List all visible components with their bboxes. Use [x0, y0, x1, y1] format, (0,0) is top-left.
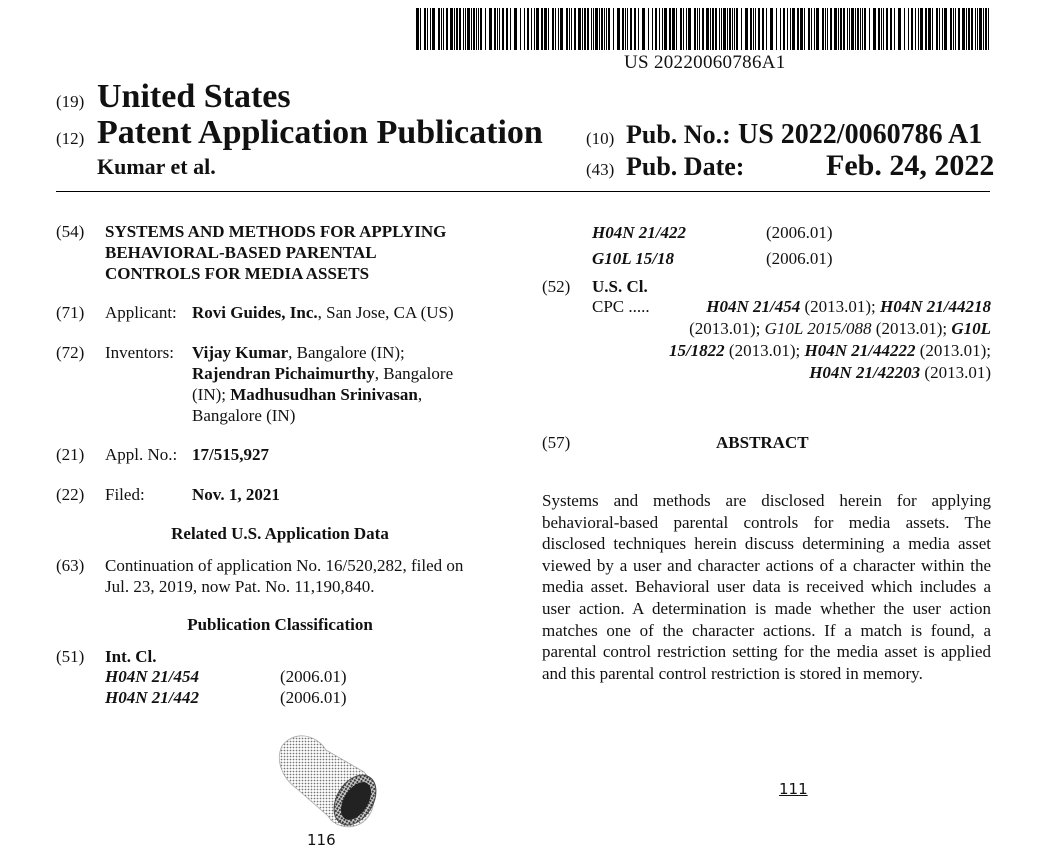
cpc-version: (2013.01);: [915, 341, 991, 360]
inventor-location: Bangalore (IN): [192, 406, 296, 425]
barcode-bar: [864, 8, 866, 50]
barcode-bar: [625, 8, 626, 50]
barcode-bar: [979, 8, 982, 50]
barcode-bar: [787, 8, 788, 50]
barcode-bar: [715, 8, 717, 50]
barcode-bar: [480, 8, 482, 50]
barcode-bar: [672, 8, 675, 50]
filed-date: Nov. 1, 2021: [192, 485, 280, 504]
barcode-bar: [622, 8, 624, 50]
cpc-code: H04N 21/42203: [809, 363, 921, 382]
barcode-bar: [721, 8, 722, 50]
barcode-bar: [548, 8, 549, 50]
barcode-bar: [465, 8, 466, 50]
barcode-bar: [638, 8, 639, 50]
barcode-bar: [584, 8, 586, 50]
title-line: CONTROLS FOR MEDIA ASSETS: [105, 264, 370, 283]
inventor-location: , Bangalore (IN);: [288, 343, 405, 362]
barcode-bar: [593, 8, 594, 50]
barcode-bar: [851, 8, 854, 50]
barcode-bar: [694, 8, 696, 50]
barcode-bar: [494, 8, 496, 50]
cpc-classification: [592, 296, 991, 384]
appl-label: Appl. No.:: [105, 445, 178, 464]
barcode-bar: [790, 8, 791, 50]
barcode-bar: [527, 8, 529, 50]
barcode-bar: [569, 8, 570, 50]
code-12: (12): [56, 129, 85, 148]
pubclass-heading: Publication Classification: [187, 615, 373, 634]
related-heading: Related U.S. Application Data: [171, 524, 389, 543]
barcode-bar: [510, 8, 511, 50]
barcode-bar: [855, 8, 856, 50]
barcode-bar: [878, 8, 880, 50]
barcode-bar: [443, 8, 444, 50]
device-illustration: [268, 728, 388, 832]
uscl-code: (52): [542, 277, 571, 296]
barcode-bar: [890, 8, 892, 50]
inventor-name: Madhusudhan Srinivasan: [230, 385, 418, 404]
barcode-bar: [514, 8, 517, 50]
intcl-entry-code: H04N 21/422: [592, 223, 686, 242]
intcl-entry-version: (2006.01): [766, 223, 833, 242]
barcode-bar: [536, 8, 539, 50]
code-10: (10): [586, 129, 615, 148]
pub-no-value: US 2022/0060786 A1: [738, 119, 983, 150]
barcode-bar: [502, 8, 504, 50]
barcode-bar: [416, 8, 419, 50]
barcode-bar: [988, 8, 989, 50]
cpc-code: H04N 21/454: [706, 297, 801, 316]
barcode-bar: [630, 8, 632, 50]
barcode-bar: [459, 8, 461, 50]
barcode-bar: [975, 8, 976, 50]
barcode-bar: [860, 8, 861, 50]
pub-no-label: Pub. No.:: [626, 120, 731, 149]
title-line: BEHAVIORAL-BASED PARENTAL: [105, 243, 377, 262]
barcode-bar: [953, 8, 954, 50]
barcode-bar: [814, 8, 815, 50]
cpc-code: H04N 21/44222: [804, 341, 916, 360]
barcode-bar: [908, 8, 909, 50]
barcode-bar: [552, 8, 554, 50]
barcode-bar: [642, 8, 645, 50]
barcode-bar: [706, 8, 709, 50]
barcode-bar: [478, 8, 479, 50]
barcode-bar: [932, 8, 933, 50]
barcode-bar: [702, 8, 704, 50]
barcode-bar: [825, 8, 826, 50]
barcode-bar: [571, 8, 572, 50]
barcode-bar: [942, 8, 943, 50]
barcode-bar: [928, 8, 931, 50]
barcode-bar: [750, 8, 752, 50]
barcode-bar: [604, 8, 605, 50]
barcode-bar: [862, 8, 863, 50]
inventor-location: (IN);: [192, 385, 231, 404]
barcode-bar: [697, 8, 698, 50]
barcode-bar: [971, 8, 973, 50]
barcode-bar: [432, 8, 435, 50]
barcode-bar: [968, 8, 970, 50]
barcode-bar: [822, 8, 824, 50]
barcode-bar: [566, 8, 568, 50]
barcode-bar: [471, 8, 472, 50]
barcode-bar: [634, 8, 636, 50]
barcode-bar: [499, 8, 500, 50]
barcode-bar: [857, 8, 859, 50]
applicant-name: Rovi Guides, Inc.: [192, 303, 318, 322]
barcode-bar: [736, 8, 738, 50]
barcode-bar: [723, 8, 726, 50]
barcode-bar: [446, 8, 448, 50]
barcode-bar: [578, 8, 581, 50]
barcode-bar: [958, 8, 960, 50]
intcl-entry-version: (2006.01): [280, 688, 347, 707]
barcode-bar: [427, 8, 428, 50]
code-43: (43): [586, 160, 615, 179]
inventor-location: , Bangalore: [374, 364, 454, 383]
barcode-bar: [950, 8, 952, 50]
inventor-name: Vijay Kumar: [192, 343, 289, 362]
barcode-bar: [454, 8, 455, 50]
barcode-bar: [450, 8, 453, 50]
inventors-list: [192, 342, 453, 426]
barcode-bar: [582, 8, 583, 50]
filed-label: Filed:: [105, 485, 145, 504]
intcl-entry-code: H04N 21/442: [105, 688, 199, 707]
barcode-bar: [438, 8, 440, 50]
applicant-label: Applicant:: [105, 303, 177, 322]
barcode-bar: [977, 8, 978, 50]
barcode-bar: [420, 8, 421, 50]
cpc-code: H04N 21/44218: [880, 297, 991, 316]
cpc-label: CPC .....: [592, 297, 650, 316]
barcode-bar: [489, 8, 492, 50]
barcode-bar: [587, 8, 589, 50]
barcode-bar: [560, 8, 563, 50]
code-19: (19): [56, 92, 85, 111]
cpc-version: (2013.01);: [800, 297, 881, 316]
barcode-bar: [804, 8, 805, 50]
barcode-bar: [762, 8, 764, 50]
barcode-bar: [898, 8, 901, 50]
intcl-entry-version: (2006.01): [766, 249, 833, 268]
barcode-bar: [599, 8, 600, 50]
intcl-entry-code: G10L 15/18: [592, 249, 675, 268]
barcode-bar: [830, 8, 832, 50]
document-type: Patent Application Publication: [97, 114, 543, 151]
barcode-bar: [710, 8, 711, 50]
cpc-version: (2013.01);: [724, 341, 805, 360]
barcode-bar: [655, 8, 657, 50]
barcode-bar: [506, 8, 508, 50]
barcode-bar: [544, 8, 547, 50]
barcode-bar: [827, 8, 828, 50]
barcode-bar: [699, 8, 700, 50]
continuation-text: [105, 555, 463, 597]
cpc-version: (2013.01);: [871, 319, 952, 338]
abstract-text: Systems and methods are disclosed herein for applying behavioral-based parental controls for media assets. The disclosed techniques herein discuss determining a media asset viewed by a user and character actions of a character within the media asset. Behavioral user data is received which includes a user action. A determination is made whether the user action matches one of the character actions. If a match is found, a parental control restriction setting for the media asset is applied and this parental control restriction is stored in memory.: [542, 491, 991, 683]
barcode-bar: [847, 8, 848, 50]
barcode-bar: [936, 8, 938, 50]
barcode-bar: [745, 8, 748, 50]
inventor-location: ,: [417, 385, 423, 404]
barcode-bar: [476, 8, 477, 50]
figure-ref-111: 111: [779, 780, 808, 798]
continuation-line: Continuation of application No. 16/520,282, filed on: [105, 556, 464, 575]
barcode-bar: [676, 8, 677, 50]
barcode-bar: [467, 8, 470, 50]
barcode-bar: [727, 8, 728, 50]
barcode-bar: [680, 8, 682, 50]
figure-ref-116: 116: [307, 831, 336, 849]
barcode-bar: [741, 8, 742, 50]
barcode: [416, 8, 990, 50]
barcode-number: US 20220060786A1: [624, 52, 786, 73]
barcode-bar: [534, 8, 535, 50]
uscl-label: U.S. Cl.: [592, 277, 648, 296]
inventor-short: Kumar et al.: [97, 154, 216, 179]
header-rule: [56, 191, 990, 192]
barcode-bar: [712, 8, 714, 50]
barcode-bar: [849, 8, 850, 50]
barcode-bar: [770, 8, 773, 50]
cpc-version: (2013.01);: [689, 319, 765, 338]
barcode-bar: [683, 8, 684, 50]
applicant-location: , San Jose, CA (US): [317, 303, 454, 322]
pub-date-value: Feb. 24, 2022: [826, 149, 995, 182]
barcode-bar: [962, 8, 965, 50]
barcode-bar: [558, 8, 559, 50]
continuation-line: Jul. 23, 2019, now Pat. No. 11,190,840.: [105, 577, 375, 596]
intcl-code: (51): [56, 647, 85, 666]
barcode-bar: [755, 8, 756, 50]
barcode-bar: [911, 8, 913, 50]
barcode-bar: [473, 8, 475, 50]
barcode-bar: [574, 8, 576, 50]
cpc-code: G10L: [951, 319, 991, 338]
applicant-code: (71): [56, 303, 85, 322]
barcode-bar: [939, 8, 940, 50]
barcode-bar: [688, 8, 691, 50]
barcode-bar: [541, 8, 543, 50]
barcode-bar: [617, 8, 620, 50]
cpc-version: (2013.01): [920, 363, 991, 382]
intcl-entry-code: H04N 21/454: [105, 667, 199, 686]
barcode-bar: [659, 8, 660, 50]
barcode-bar: [792, 8, 795, 50]
barcode-bar: [424, 8, 426, 50]
barcode-bar: [606, 8, 607, 50]
barcode-bar: [886, 8, 888, 50]
barcode-bar: [797, 8, 799, 50]
barcode-bar: [732, 8, 733, 50]
barcode-bar: [664, 8, 667, 50]
barcode-bar: [869, 8, 870, 50]
barcode-bar: [808, 8, 810, 50]
barcode-bar: [904, 8, 905, 50]
inventors-code: (72): [56, 343, 85, 362]
barcode-bar: [652, 8, 653, 50]
barcode-bar: [608, 8, 610, 50]
barcode-bar: [766, 8, 767, 50]
barcode-bar: [985, 8, 987, 50]
barcode-bar: [811, 8, 812, 50]
barcode-bar: [662, 8, 663, 50]
barcode-bar: [800, 8, 803, 50]
filed-code: (22): [56, 485, 85, 504]
barcode-bar: [463, 8, 464, 50]
barcode-bar: [883, 8, 884, 50]
barcode-bar: [920, 8, 923, 50]
barcode-bar: [497, 8, 498, 50]
barcode-bar: [734, 8, 735, 50]
barcode-bar: [780, 8, 781, 50]
title-line: SYSTEMS AND METHODS FOR APPLYING: [105, 222, 447, 241]
barcode-bar: [686, 8, 687, 50]
barcode-bar: [881, 8, 882, 50]
applicant: [192, 302, 454, 323]
barcode-bar: [601, 8, 603, 50]
inventors-label: Inventors:: [105, 343, 174, 362]
barcode-bar: [838, 8, 839, 50]
barcode-bar: [719, 8, 720, 50]
barcode-bar: [915, 8, 916, 50]
inventor-name: Rajendran Pichaimurthy: [192, 364, 375, 383]
continuation-code: (63): [56, 556, 85, 575]
barcode-bar: [591, 8, 592, 50]
barcode-bar: [816, 8, 819, 50]
barcode-bar: [758, 8, 760, 50]
abstract-code: (57): [542, 433, 571, 452]
barcode-bar: [894, 8, 895, 50]
barcode-bar: [873, 8, 876, 50]
abstract-heading: ABSTRACT: [716, 433, 809, 452]
barcode-bar: [669, 8, 671, 50]
country-title: United States: [97, 78, 291, 115]
barcode-bar: [441, 8, 442, 50]
barcode-bar: [430, 8, 431, 50]
pub-date-label: Pub. Date:: [626, 152, 745, 181]
barcode-bar: [834, 8, 837, 50]
barcode-bar: [520, 8, 521, 50]
barcode-bar: [627, 8, 628, 50]
intcl-label: Int. Cl.: [105, 647, 157, 666]
appl-number: 17/515,927: [192, 445, 269, 464]
barcode-bar: [729, 8, 731, 50]
barcode-bar: [966, 8, 967, 50]
barcode-bar: [456, 8, 458, 50]
barcode-bar: [613, 8, 614, 50]
barcode-bar: [776, 8, 777, 50]
invention-title: [105, 221, 446, 284]
barcode-bar: [783, 8, 785, 50]
appl-code: (21): [56, 445, 85, 464]
intcl-entry-version: (2006.01): [280, 667, 347, 686]
barcode-bar: [555, 8, 556, 50]
barcode-bar: [983, 8, 984, 50]
barcode-bar: [840, 8, 842, 50]
title-code: (54): [56, 222, 85, 241]
barcode-bar: [524, 8, 525, 50]
cpc-code: G10L 2015/088: [764, 319, 872, 338]
barcode-bar: [843, 8, 845, 50]
barcode-bar: [531, 8, 532, 50]
barcode-bar: [648, 8, 649, 50]
barcode-bar: [918, 8, 919, 50]
barcode-bar: [925, 8, 927, 50]
barcode-bar: [595, 8, 598, 50]
barcode-bar: [485, 8, 486, 50]
barcode-bar: [944, 8, 947, 50]
cpc-code: 15/1822: [668, 341, 725, 360]
barcode-bar: [753, 8, 754, 50]
barcode-bar: [955, 8, 956, 50]
